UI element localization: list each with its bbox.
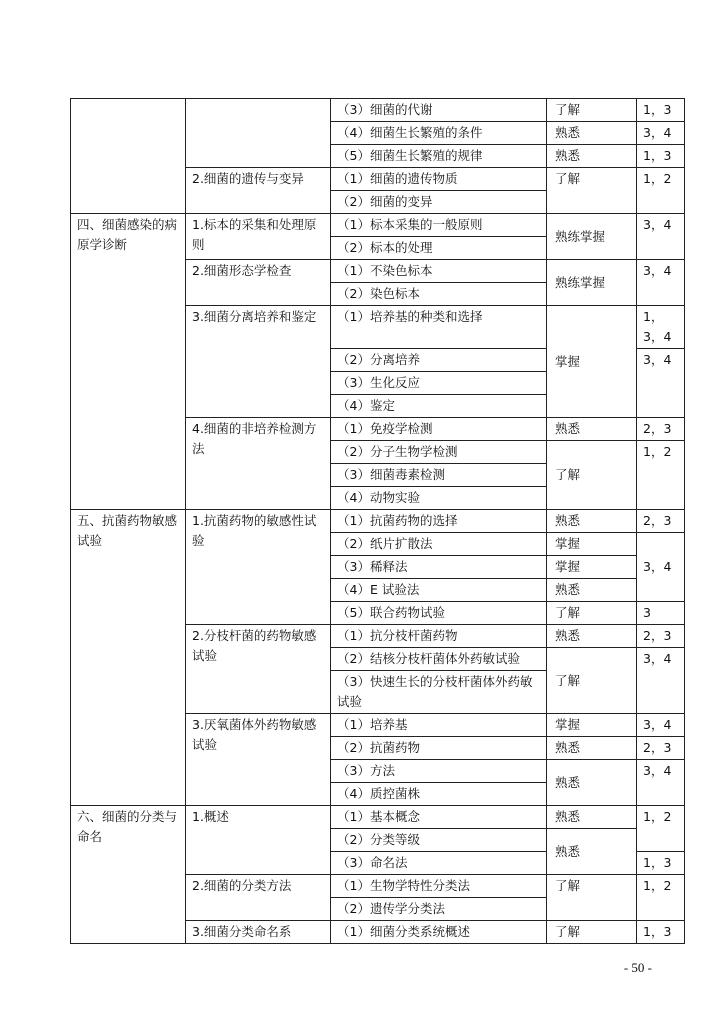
detail-cell: （2）分子生物学检测	[331, 441, 547, 464]
requirement-cell: 掌握	[547, 533, 637, 556]
unit-cell: 3，4	[637, 760, 685, 806]
detail-cell: （2）染色标本	[331, 283, 547, 306]
page-number: - 50 -	[623, 960, 652, 975]
unit-cell: 3，4	[637, 349, 685, 418]
detail-cell: （2）细菌的变异	[331, 191, 547, 214]
unit-cell: 1，2	[637, 806, 685, 852]
requirement-cell: 熟悉	[547, 829, 637, 875]
table-row	[71, 510, 685, 533]
unit-cell: 2，3	[637, 737, 685, 760]
detail-cell: （1）培养基的种类和选择	[331, 306, 547, 349]
unit-cell: 3	[637, 602, 685, 625]
unit-cell: 1，3	[637, 852, 685, 875]
subtopic-cell: 1.抗菌药物的敏感性试验	[186, 510, 331, 625]
unit-cell: 1，2	[637, 441, 685, 510]
unit-cell: 3，4	[637, 214, 685, 260]
subtopic-cell: 1.标本的采集和处理原则	[186, 214, 331, 260]
requirement-cell: 熟悉	[547, 145, 637, 168]
unit-cell: 2，3	[637, 625, 685, 648]
unit-cell: 3，4	[637, 533, 685, 602]
unit-cell: 1，2	[637, 875, 685, 921]
detail-cell: （2）纸片扩散法	[331, 533, 547, 556]
detail-cell: （2）分类等级	[331, 829, 547, 852]
requirement-cell: 掌握	[547, 714, 637, 737]
requirement-cell: 了解	[547, 168, 637, 214]
unit-cell: 2，3	[637, 510, 685, 533]
topic-cell: 六、细菌的分类与命名	[71, 806, 186, 944]
detail-cell: （2）结核分枝杆菌体外药敏试验	[331, 648, 547, 671]
detail-cell: （4）质控菌株	[331, 783, 547, 806]
subtopic-cell: 2.分枝杆菌的药物敏感试验	[186, 625, 331, 714]
unit-cell: 1，3，4	[637, 306, 685, 349]
detail-cell: （2）遗传学分类法	[331, 898, 547, 921]
detail-cell: （3）方法	[331, 760, 547, 783]
detail-cell: （1）标本采集的一般原则	[331, 214, 547, 237]
detail-cell: （3）稀释法	[331, 556, 547, 579]
unit-cell: 3，4	[637, 648, 685, 714]
unit-cell: 3，4	[637, 714, 685, 737]
table-row	[71, 806, 685, 829]
detail-cell: （1）抗菌药物的选择	[331, 510, 547, 533]
unit-cell: 1，2	[637, 168, 685, 214]
table-row	[71, 99, 685, 122]
subtopic-cell: 1.概述	[186, 806, 331, 875]
unit-cell: 1，3	[637, 921, 685, 944]
detail-cell: （4）动物实验	[331, 487, 547, 510]
subtopic-cell: 2.细菌的遗传与变异	[186, 168, 331, 214]
detail-cell: （4）细菌生长繁殖的条件	[331, 122, 547, 145]
subtopic-cell: 3.厌氧菌体外药物敏感试验	[186, 714, 331, 806]
requirement-cell: 了解	[547, 921, 637, 944]
detail-cell: （1）生物学特性分类法	[331, 875, 547, 898]
requirement-cell: 熟悉	[547, 579, 637, 602]
detail-cell: （2）抗菌药物	[331, 737, 547, 760]
requirement-cell: 了解	[547, 441, 637, 510]
unit-cell: 1，3	[637, 99, 685, 122]
requirement-cell: 了解	[547, 648, 637, 714]
detail-cell: （3）细菌毒素检测	[331, 464, 547, 487]
requirement-cell: 熟悉	[547, 737, 637, 760]
detail-cell: （5）细菌生长繁殖的规律	[331, 145, 547, 168]
requirement-cell: 熟悉	[547, 625, 637, 648]
detail-cell: （2）分离培养	[331, 349, 547, 372]
subtopic-cell: 4.细菌的非培养检测方法	[186, 418, 331, 510]
subtopic-cell: 3.细菌分类命名系	[186, 921, 331, 944]
requirement-cell: 掌握	[547, 306, 637, 418]
subtopic-cell: 2.细菌形态学检查	[186, 260, 331, 306]
requirement-cell: 熟悉	[547, 418, 637, 441]
unit-cell: 2，3	[637, 418, 685, 441]
detail-cell: （4）鉴定	[331, 395, 547, 418]
requirement-cell: 熟悉	[547, 760, 637, 806]
requirement-cell: 了解	[547, 99, 637, 122]
requirement-cell: 熟练掌握	[547, 214, 637, 260]
unit-cell: 3，4	[637, 260, 685, 306]
requirement-cell: 掌握	[547, 556, 637, 579]
unit-cell: 3，4	[637, 122, 685, 145]
detail-cell: （1）基本概念	[331, 806, 547, 829]
detail-cell: （3）生化反应	[331, 372, 547, 395]
requirement-cell: 熟练掌握	[547, 260, 637, 306]
detail-cell: （3）命名法	[331, 852, 547, 875]
detail-cell: （5）联合药物试验	[331, 602, 547, 625]
detail-cell: （3）细菌的代谢	[331, 99, 547, 122]
topic-cell: 四、细菌感染的病原学诊断	[71, 214, 186, 510]
subtopic-cell: 2.细菌的分类方法	[186, 875, 331, 921]
detail-cell: （1）培养基	[331, 714, 547, 737]
subtopic-cell: 3.细菌分离培养和鉴定	[186, 306, 331, 418]
detail-cell: （4）E 试验法	[331, 579, 547, 602]
detail-cell: （2）标本的处理	[331, 237, 547, 260]
topic-cell: 五、抗菌药物敏感试验	[71, 510, 186, 806]
requirement-cell: 了解	[547, 602, 637, 625]
topic-cell-continued	[71, 99, 186, 214]
detail-cell: （1）细菌分类系统概述	[331, 921, 547, 944]
unit-cell: 1，3	[637, 145, 685, 168]
detail-cell: （1）免疫学检测	[331, 418, 547, 441]
requirement-cell: 熟悉	[547, 806, 637, 829]
detail-cell: （3）快速生长的分枝杆菌体外药敏试验	[331, 671, 547, 714]
detail-cell: （1）抗分枝杆菌药物	[331, 625, 547, 648]
requirement-cell: 了解	[547, 875, 637, 921]
detail-cell: （1）细菌的遗传物质	[331, 168, 547, 191]
requirement-cell: 熟悉	[547, 510, 637, 533]
table-row	[71, 214, 685, 237]
detail-cell: （1）不染色标本	[331, 260, 547, 283]
subtopic-cell-continued	[186, 99, 331, 168]
requirement-cell: 熟悉	[547, 122, 637, 145]
syllabus-table	[70, 98, 685, 944]
